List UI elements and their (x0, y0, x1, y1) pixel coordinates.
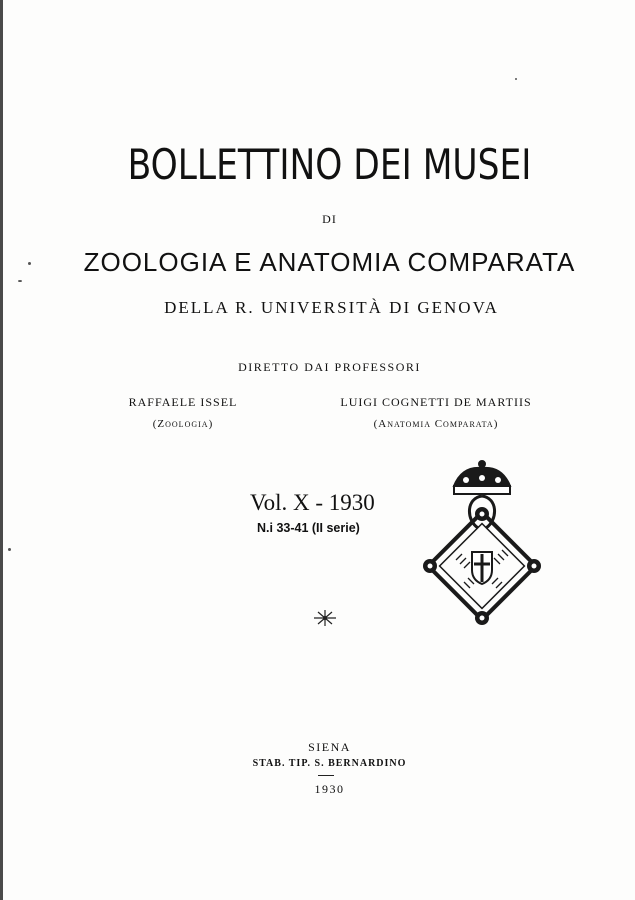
editor-left-role: (Zoologia) (152, 418, 214, 430)
imprint-city: SIENA (308, 740, 351, 754)
asterism-ornament-icon (312, 608, 338, 628)
imprint-year: 1930 (314, 782, 345, 796)
editor-right-role: (Anatomia Comparata) (373, 418, 499, 430)
library-stamp-seal-icon (418, 458, 546, 626)
scan-speck (28, 262, 31, 265)
editor-left (108, 395, 258, 430)
editor-left-name: RAFFAELE ISSEL (128, 395, 238, 409)
editors-heading: DIRETTO DAI PROFESSORI (238, 360, 421, 374)
imprint-printer: STAB. TIP. S. BERNARDINO (252, 758, 407, 769)
scan-speck (18, 280, 22, 282)
institution-line: DELLA R. UNIVERSITÀ DI GENOVA (164, 298, 499, 317)
scan-speck (515, 78, 517, 80)
binding-edge (0, 0, 3, 900)
volume-label: Vol. X - 1930 (250, 490, 375, 515)
editor-right (316, 395, 556, 430)
editor-right-name: LUIGI COGNETTI DE MARTIIS (340, 395, 532, 409)
issue-numbers: N.i 33-41 (II serie) (257, 521, 360, 535)
journal-subtitle: ZOOLOGIA E ANATOMIA COMPARATA (83, 247, 576, 277)
imprint-rule (318, 775, 334, 776)
scan-speck (8, 548, 11, 551)
title-connector: DI (322, 212, 337, 226)
journal-title: BOLLETTINO DEI MUSEI (127, 140, 532, 189)
